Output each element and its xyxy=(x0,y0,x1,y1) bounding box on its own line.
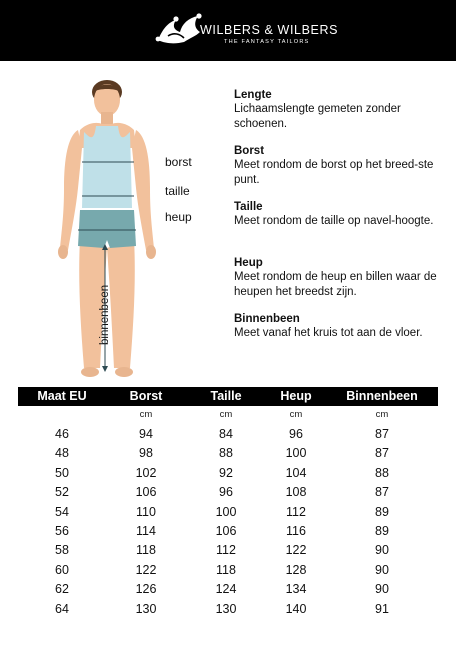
table-cell: 106 xyxy=(135,485,157,500)
desc-text: Meet vanaf het kruis tot aan de vloer. xyxy=(234,327,423,339)
table-cell: 46 xyxy=(55,427,69,441)
table-cell: 118 xyxy=(216,562,236,577)
table-row xyxy=(18,541,438,560)
table-cell: 118 xyxy=(136,543,156,558)
table-cell: 94 xyxy=(139,427,153,441)
desc-text: Meet rondom de heup en billen waar de heupen het breedst zijn. xyxy=(234,271,437,298)
desc-title: Lengte xyxy=(234,89,272,101)
unit-cell: cm xyxy=(219,409,233,420)
desc-lengte xyxy=(234,88,449,132)
table-cell: 100 xyxy=(215,504,237,519)
table-cell: 88 xyxy=(219,446,233,461)
table-cell: 96 xyxy=(289,427,303,441)
table-cell: 90 xyxy=(375,543,389,558)
table-cell: 89 xyxy=(375,504,389,519)
desc-heup xyxy=(234,256,449,300)
label-borst: borst xyxy=(165,155,192,169)
table-cell: 130 xyxy=(215,601,237,616)
desc-title: Heup xyxy=(234,257,263,269)
desc-taille xyxy=(234,200,449,229)
table-cell: 104 xyxy=(285,465,307,480)
desc-title: Taille xyxy=(234,201,263,213)
table-cell: 126 xyxy=(135,582,157,597)
brand-tagline: THE FANTASY TAILORS xyxy=(224,39,310,45)
desc-title: Borst xyxy=(234,145,265,157)
table-row xyxy=(18,600,438,619)
header-taille: Taille xyxy=(210,389,242,403)
unit-cell: cm xyxy=(139,409,153,420)
table-cell: 56 xyxy=(55,523,69,538)
table-cell: 122 xyxy=(285,543,307,558)
table-row xyxy=(18,561,438,580)
table-cell: 62 xyxy=(55,582,69,597)
desc-title: Binnenbeen xyxy=(234,313,300,325)
table-row xyxy=(18,464,438,483)
table-cell: 64 xyxy=(55,601,69,616)
table-cell: 54 xyxy=(55,504,69,519)
table-cell: 102 xyxy=(135,465,157,480)
table-row xyxy=(18,580,438,599)
table-cell: 140 xyxy=(285,601,307,616)
table-row xyxy=(18,522,438,541)
table-cell: 89 xyxy=(375,523,389,538)
label-heup: heup xyxy=(165,210,192,224)
desc-binnenbeen xyxy=(234,312,449,341)
table-cell: 108 xyxy=(285,485,307,500)
header-borst: Borst xyxy=(129,389,163,403)
size-table-body xyxy=(18,425,438,619)
table-cell: 50 xyxy=(55,465,69,480)
table-cell: 116 xyxy=(286,523,306,538)
table-cell: 48 xyxy=(55,446,69,461)
desc-text: Meet rondom de taille op navel-hoogte. xyxy=(234,215,434,227)
table-cell: 90 xyxy=(375,582,389,597)
table-cell: 100 xyxy=(285,446,307,461)
desc-text: Meet rondom de borst op het breed-ste punt. xyxy=(234,159,434,186)
unit-cell: cm xyxy=(289,409,303,420)
header-binnenbeen: Binnenbeen xyxy=(346,389,418,403)
header-heup: Heup xyxy=(280,389,312,403)
table-cell: 58 xyxy=(55,543,69,558)
brand-header xyxy=(0,0,456,61)
table-cell: 60 xyxy=(55,562,69,577)
table-cell: 84 xyxy=(219,427,233,441)
table-cell: 112 xyxy=(216,543,236,558)
table-cell: 112 xyxy=(286,504,306,519)
brand-name: WILBERS & WILBERS xyxy=(200,23,339,37)
table-cell: 134 xyxy=(285,582,307,597)
table-cell: 122 xyxy=(135,562,157,577)
unit-row xyxy=(18,409,438,423)
table-cell: 87 xyxy=(375,427,389,441)
table-row xyxy=(18,444,438,463)
table-cell: 128 xyxy=(285,562,307,577)
table-cell: 92 xyxy=(219,465,233,480)
label-taille: taille xyxy=(165,184,190,198)
table-cell: 87 xyxy=(375,446,389,461)
table-cell: 98 xyxy=(139,446,153,461)
table-row xyxy=(18,483,438,502)
table-cell: 87 xyxy=(375,485,389,500)
unit-cell: cm xyxy=(375,409,389,420)
table-cell: 91 xyxy=(375,601,389,616)
table-cell: 114 xyxy=(136,523,156,538)
label-binnenbeen: binnenbeen xyxy=(99,284,111,345)
desc-text: Lichaamslengte gemeten zonder schoenen. xyxy=(234,103,401,130)
table-cell: 110 xyxy=(136,504,156,519)
table-cell: 130 xyxy=(135,601,157,616)
table-row xyxy=(18,503,438,522)
desc-borst xyxy=(234,144,449,188)
header-maat: Maat EU xyxy=(37,389,87,403)
table-row xyxy=(18,425,438,444)
table-cell: 96 xyxy=(219,485,233,500)
table-cell: 124 xyxy=(215,582,237,597)
size-table-header xyxy=(18,387,438,406)
table-cell: 52 xyxy=(55,485,69,500)
shorts xyxy=(78,210,136,248)
table-cell: 88 xyxy=(375,465,389,480)
table-cell: 90 xyxy=(375,562,389,577)
table-cell: 106 xyxy=(215,523,237,538)
